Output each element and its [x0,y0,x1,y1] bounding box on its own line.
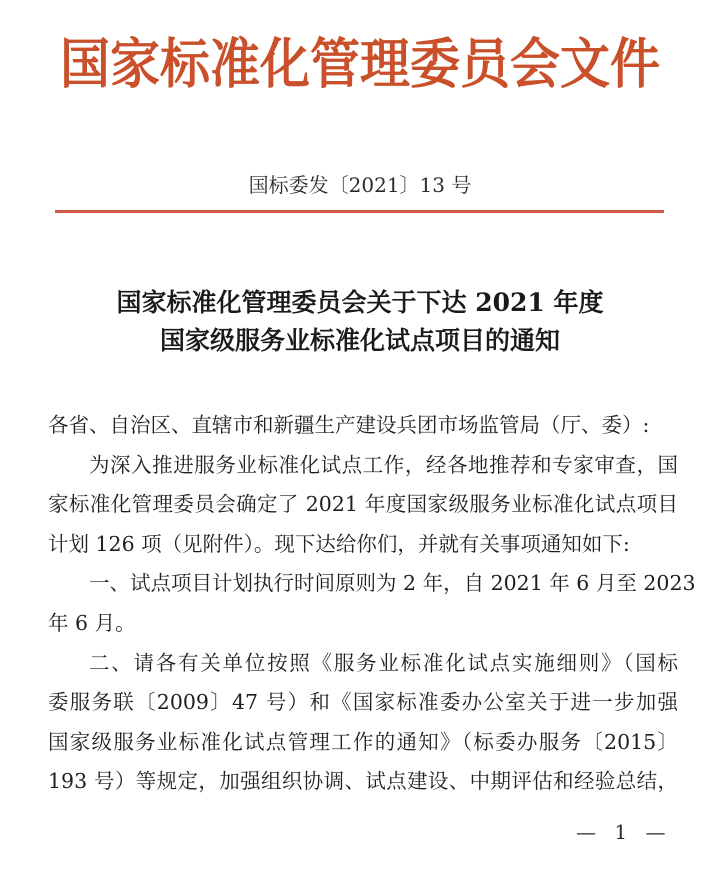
notice-body [48,406,696,802]
body-line: 计划 126 项（见附件）。现下达给你们，并就有关事项通知如下: [48,531,630,556]
masthead-title: 国家标准化管理委员会文件 [60,31,660,96]
body-line: 193 号）等规定，加强组织协调、试点建设、中期评估和经验总结， [48,769,678,794]
recipient-line: 各省、自治区、直辖市和新疆生产建设兵团市场监管局（厅、委）: [48,413,650,437]
red-divider-line [55,210,664,213]
body-line: 一、试点项目计划执行时间原则为 2 年，自 2021 年 6 月至 2023 [89,571,696,596]
notice-title-line-1: 国家标准化管理委员会关于下达 2021 年度 [116,288,604,317]
page-number: — 1 — [576,820,672,844]
body-line: 为深入推进服务业标准化试点工作，经各地推荐和专家审查，国 [89,452,678,477]
body-line: 国家级服务业标准化试点管理工作的通知》（标委办服务〔2015〕 [48,729,678,754]
body-line: 二、请各有关单位按照《服务业标准化试点实施细则》（国标 [89,650,678,675]
body-line: 家标准化管理委员会确定了 2021 年度国家级服务业标准化试点项目 [48,492,678,517]
notice-title-line-2: 国家级服务业标准化试点项目的通知 [159,326,560,355]
body-line: 委服务联〔2009〕47 号）和《国家标准委办公室关于进一步加强 [48,690,678,715]
notice-title [0,284,720,360]
document-number: 国标委发〔2021〕13 号 [248,173,472,197]
body-line: 年 6 月。 [48,610,136,635]
